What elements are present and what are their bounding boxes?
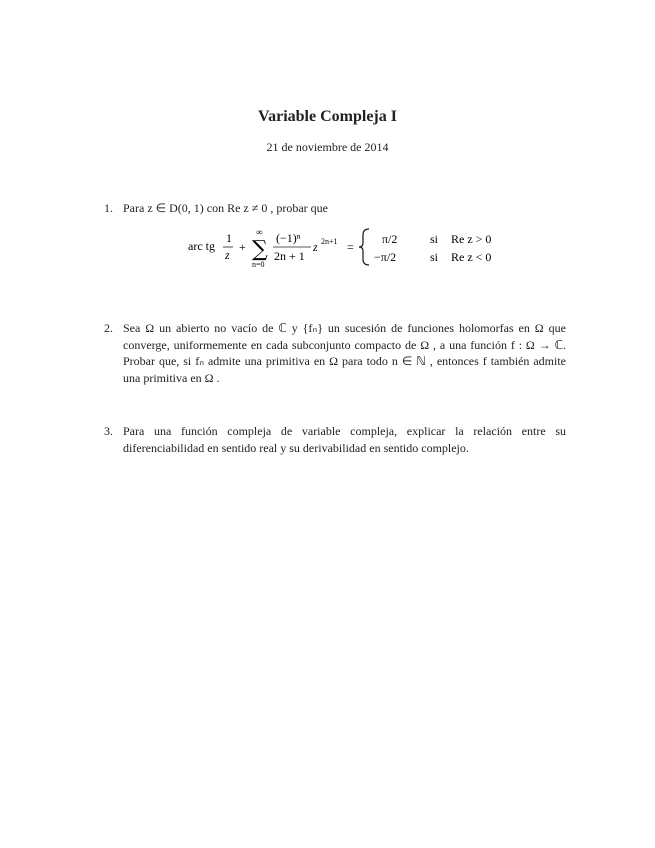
case2-si: si xyxy=(430,250,439,264)
case1-condition: Re z > 0 xyxy=(451,232,492,246)
sum-symbol: ∑ xyxy=(252,237,268,262)
arctg-label: arc tg xyxy=(188,239,215,253)
equals-sign: = xyxy=(347,240,354,254)
frac2-numerator: (−1)ⁿ xyxy=(276,231,301,245)
frac1-numerator: 1 xyxy=(226,231,232,245)
problem-text: Sea Ω un abierto no vacío de ℂ y {fₙ} un sucesión de funciones holomorfas en Ω que converge, uniformemente en cada subconjunto compacto de Ω , a una función f : Ω → ℂ. Probar que, si fₙ admite una primitiva en Ω para todo n ∈ ℕ , entonces f también admite una primitiva en Ω . xyxy=(123,321,566,385)
exam-date: 21 de noviembre de 2014 xyxy=(266,140,389,154)
case1-si: si xyxy=(430,232,439,246)
problem-3 xyxy=(104,423,566,456)
problem-text: Para z ∈ D(0, 1) con Re z ≠ 0 , probar que xyxy=(123,201,328,215)
case1-value: π/2 xyxy=(382,232,398,246)
problem-number: 1. xyxy=(104,201,113,215)
z-base: z xyxy=(313,240,318,254)
case2-value: −π/2 xyxy=(374,250,397,264)
plus-sign: + xyxy=(239,240,246,254)
frac2-denominator: 2n + 1 xyxy=(274,249,305,263)
case2-condition: Re z < 0 xyxy=(451,250,492,264)
problem-text: Para una función compleja de variable compleja, explicar la relación entre su diferenciabilidad en sentido real y su derivabilidad en sentido complejo. xyxy=(123,424,566,455)
page-title: Variable Compleja I xyxy=(258,108,397,125)
sum-upper-limit: ∞ xyxy=(256,227,263,237)
problem-number: 3. xyxy=(104,424,113,438)
problem-number: 2. xyxy=(104,321,113,335)
exponent: 2n+1 xyxy=(321,237,338,246)
frac1-denominator: z xyxy=(225,248,230,262)
sum-lower-limit: n=0 xyxy=(252,260,265,269)
problem-1 xyxy=(104,200,566,217)
formula-svg xyxy=(186,222,506,272)
cases-brace xyxy=(359,229,369,265)
problem-2 xyxy=(104,320,566,386)
formula-block xyxy=(186,222,506,272)
